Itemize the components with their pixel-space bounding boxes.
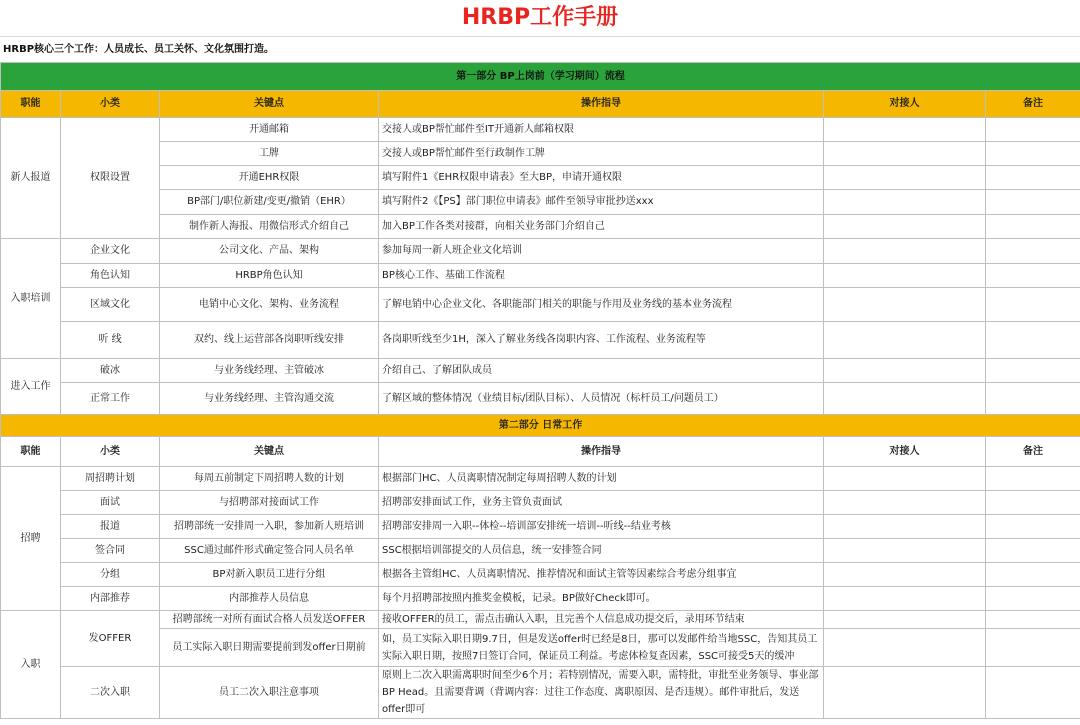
guide-cell: 原则上二次入职需离职时间至少6个月；若特别情况，需要入职，需特批，审批至业务领导、事业部BP Head。且需要背调（背调内容：过往工作态度、离职原因、是否违规）。邮件审批后，发送offer即可 [379, 667, 824, 719]
guide-cell: 根据各主管组HC、人员离职情况、推荐情况和面试主管等因素综合考虑分组事宜 [379, 563, 824, 587]
table-row [1, 166, 1080, 190]
handbook-table [0, 62, 1080, 719]
note-cell[interactable] [986, 166, 1080, 190]
col-note: 备注 [986, 91, 1080, 118]
contact-cell[interactable] [824, 264, 986, 288]
guide-cell: 填写附件1《EHR权限申请表》至大BP，申请开通权限 [379, 166, 824, 190]
col-sub: 小类 [61, 91, 160, 118]
sub-cell: 周招聘计划 [61, 467, 160, 491]
table-row [1, 264, 1080, 288]
note-cell[interactable] [986, 383, 1080, 415]
guide-cell: 了解区域的整体情况（业绩目标/团队目标）、人员情况（标杆员工/问题员工） [379, 383, 824, 415]
guide-cell: 交接人或BP帮忙邮件至行政制作工牌 [379, 142, 824, 166]
table-row [1, 629, 1080, 667]
group-work: 进入工作 [1, 359, 61, 415]
contact-cell[interactable] [824, 383, 986, 415]
key-cell: 公司文化、产品、架构 [160, 239, 379, 264]
contact-cell[interactable] [824, 190, 986, 215]
contact-cell[interactable] [824, 611, 986, 629]
guide-cell: 交接人或BP帮忙邮件至IT开通新人邮箱权限 [379, 118, 824, 142]
key-cell: 开通邮箱 [160, 118, 379, 142]
table-row [1, 611, 1080, 629]
key-cell: 与招聘部对接面试工作 [160, 491, 379, 515]
contact-cell[interactable] [824, 563, 986, 587]
note-cell[interactable] [986, 239, 1080, 264]
col-guide: 操作指导 [379, 437, 824, 467]
table-row [1, 359, 1080, 383]
key-cell: 与业务线经理、主管沟通交流 [160, 383, 379, 415]
group-onboarding: 新人报道 [1, 118, 61, 239]
contact-cell[interactable] [824, 288, 986, 322]
part2-heading: 第二部分 日常工作 [1, 415, 1080, 437]
key-cell: SSC通过邮件形式确定签合同人员名单 [160, 539, 379, 563]
part1-heading: 第一部分 BP上岗前（学习期间）流程 [1, 63, 1080, 91]
contact-cell[interactable] [824, 515, 986, 539]
table-row [1, 539, 1080, 563]
contact-cell[interactable] [824, 118, 986, 142]
note-cell[interactable] [986, 322, 1080, 359]
part1-section-header [1, 63, 1080, 91]
table-row [1, 118, 1080, 142]
col-note: 备注 [986, 437, 1080, 467]
note-cell[interactable] [986, 515, 1080, 539]
guide-cell: 参加每周一新人班企业文化培训 [379, 239, 824, 264]
page-title: HRBP工作手册 [0, 0, 1080, 37]
table-row [1, 288, 1080, 322]
note-cell[interactable] [986, 264, 1080, 288]
guide-cell: 介绍自己、了解团队成员 [379, 359, 824, 383]
key-cell: 招聘部统一对所有面试合格人员发送OFFER [160, 611, 379, 629]
group-training: 入职培训 [1, 239, 61, 359]
key-cell: 电销中心文化、架构、业务流程 [160, 288, 379, 322]
guide-cell: 加入BP工作各类对接群，向相关业务部门介绍自己 [379, 215, 824, 239]
contact-cell[interactable] [824, 239, 986, 264]
sub-cell: 正常工作 [61, 383, 160, 415]
col-sub: 小类 [61, 437, 160, 467]
contact-cell[interactable] [824, 587, 986, 611]
key-cell: 双约、线上运营部各岗职听线安排 [160, 322, 379, 359]
sub-cell: 二次入职 [61, 667, 160, 719]
guide-cell: 如，员工实际入职日期9.7日，但是发送offer时已经是8日，那可以发邮件给当地SSC，告知其员工实际入职日期，按照7日签订合同，保证员工利益。考虑体检复查因素，SSC可接受5天的缓冲 [379, 629, 824, 667]
sub-cell: 企业文化 [61, 239, 160, 264]
table-row [1, 215, 1080, 239]
guide-cell: 填写附件2《【PS】部门职位申请表》邮件至领导审批抄送xxx [379, 190, 824, 215]
table-row [1, 563, 1080, 587]
group-entry: 入职 [1, 611, 61, 719]
note-cell[interactable] [986, 288, 1080, 322]
sub-cell: 角色认知 [61, 264, 160, 288]
note-cell[interactable] [986, 467, 1080, 491]
contact-cell[interactable] [824, 215, 986, 239]
contact-cell[interactable] [824, 667, 986, 719]
sub-cell: 听 线 [61, 322, 160, 359]
contact-cell[interactable] [824, 629, 986, 667]
sub-cell: 内部推荐 [61, 587, 160, 611]
sub-cell: 签合同 [61, 539, 160, 563]
sub-cell: 分组 [61, 563, 160, 587]
table-row [1, 667, 1080, 719]
sub-cell: 发OFFER [61, 611, 160, 667]
col-key: 关键点 [160, 91, 379, 118]
note-cell[interactable] [986, 142, 1080, 166]
contact-cell[interactable] [824, 142, 986, 166]
key-cell: 制作新人海报、用微信形式介绍自己 [160, 215, 379, 239]
contact-cell[interactable] [824, 322, 986, 359]
key-cell: 员工二次入职注意事项 [160, 667, 379, 719]
contact-cell[interactable] [824, 467, 986, 491]
part2-section-header [1, 415, 1080, 437]
table-row [1, 142, 1080, 166]
note-cell[interactable] [986, 118, 1080, 142]
col-role: 职能 [1, 437, 61, 467]
guide-cell: 接收OFFER的员工，需点击确认入职，且完善个人信息成功提交后，录用环节结束 [379, 611, 824, 629]
key-cell: BP部门/职位新建/变更/撤销（EHR） [160, 190, 379, 215]
core-summary: HRBP核心三个工作：人员成长、员工关怀、文化氛围打造。 [3, 44, 275, 55]
key-cell: 与业务线经理、主管破冰 [160, 359, 379, 383]
contact-cell[interactable] [824, 359, 986, 383]
sub-cell: 面试 [61, 491, 160, 515]
note-cell[interactable] [986, 539, 1080, 563]
contact-cell[interactable] [824, 166, 986, 190]
table-row [1, 383, 1080, 415]
key-cell: 内部推荐人员信息 [160, 587, 379, 611]
table-row [1, 322, 1080, 359]
guide-cell: 每个月招聘部按照内推奖金模板，记录。BP做好Check即可。 [379, 587, 824, 611]
guide-cell: 了解电销中心企业文化、各职能部门相关的职能与作用及业务线的基本业务流程 [379, 288, 824, 322]
col-guide: 操作指导 [379, 91, 824, 118]
table-row [1, 515, 1080, 539]
table-row [1, 491, 1080, 515]
part1-column-header [1, 91, 1080, 118]
sub-cell: 区域文化 [61, 288, 160, 322]
note-cell[interactable] [986, 563, 1080, 587]
part2-column-header [1, 437, 1080, 467]
note-cell[interactable] [986, 491, 1080, 515]
guide-cell: SSC根据培训部提交的人员信息，统一安排签合同 [379, 539, 824, 563]
note-cell[interactable] [986, 190, 1080, 215]
note-cell[interactable] [986, 629, 1080, 667]
key-cell: 员工实际入职日期需要提前到发offer日期前 [160, 629, 379, 667]
key-cell: 开通EHR权限 [160, 166, 379, 190]
note-cell[interactable] [986, 359, 1080, 383]
sub-cell: 报道 [61, 515, 160, 539]
note-cell[interactable] [986, 215, 1080, 239]
key-cell: 工牌 [160, 142, 379, 166]
key-cell: 招聘部统一安排周一入职，参加新人班培训 [160, 515, 379, 539]
note-cell[interactable] [986, 587, 1080, 611]
col-contact: 对接人 [824, 437, 986, 467]
key-cell: 每周五前制定下周招聘人数的计划 [160, 467, 379, 491]
key-cell: HRBP角色认知 [160, 264, 379, 288]
sub-permissions: 权限设置 [61, 118, 160, 239]
table-row [1, 239, 1080, 264]
col-key: 关键点 [160, 437, 379, 467]
guide-cell: BP核心工作、基础工作流程 [379, 264, 824, 288]
guide-cell: 招聘部安排面试工作，业务主管负责面试 [379, 491, 824, 515]
col-role: 职能 [1, 91, 61, 118]
group-recruit: 招聘 [1, 467, 61, 611]
contact-cell[interactable] [824, 539, 986, 563]
col-contact: 对接人 [824, 91, 986, 118]
table-row [1, 190, 1080, 215]
note-cell[interactable] [986, 611, 1080, 629]
table-row [1, 587, 1080, 611]
key-cell: BP对新入职员工进行分组 [160, 563, 379, 587]
guide-cell: 招聘部安排周一入职--体检--培训部安排统一培训--听线--结业考核 [379, 515, 824, 539]
note-cell[interactable] [986, 667, 1080, 719]
guide-cell: 各岗职听线至少1H，深入了解业务线各岗职内容、工作流程、业务流程等 [379, 322, 824, 359]
guide-cell: 根据部门HC、人员离职情况制定每周招聘人数的计划 [379, 467, 824, 491]
contact-cell[interactable] [824, 491, 986, 515]
table-row [1, 467, 1080, 491]
sub-cell: 破冰 [61, 359, 160, 383]
